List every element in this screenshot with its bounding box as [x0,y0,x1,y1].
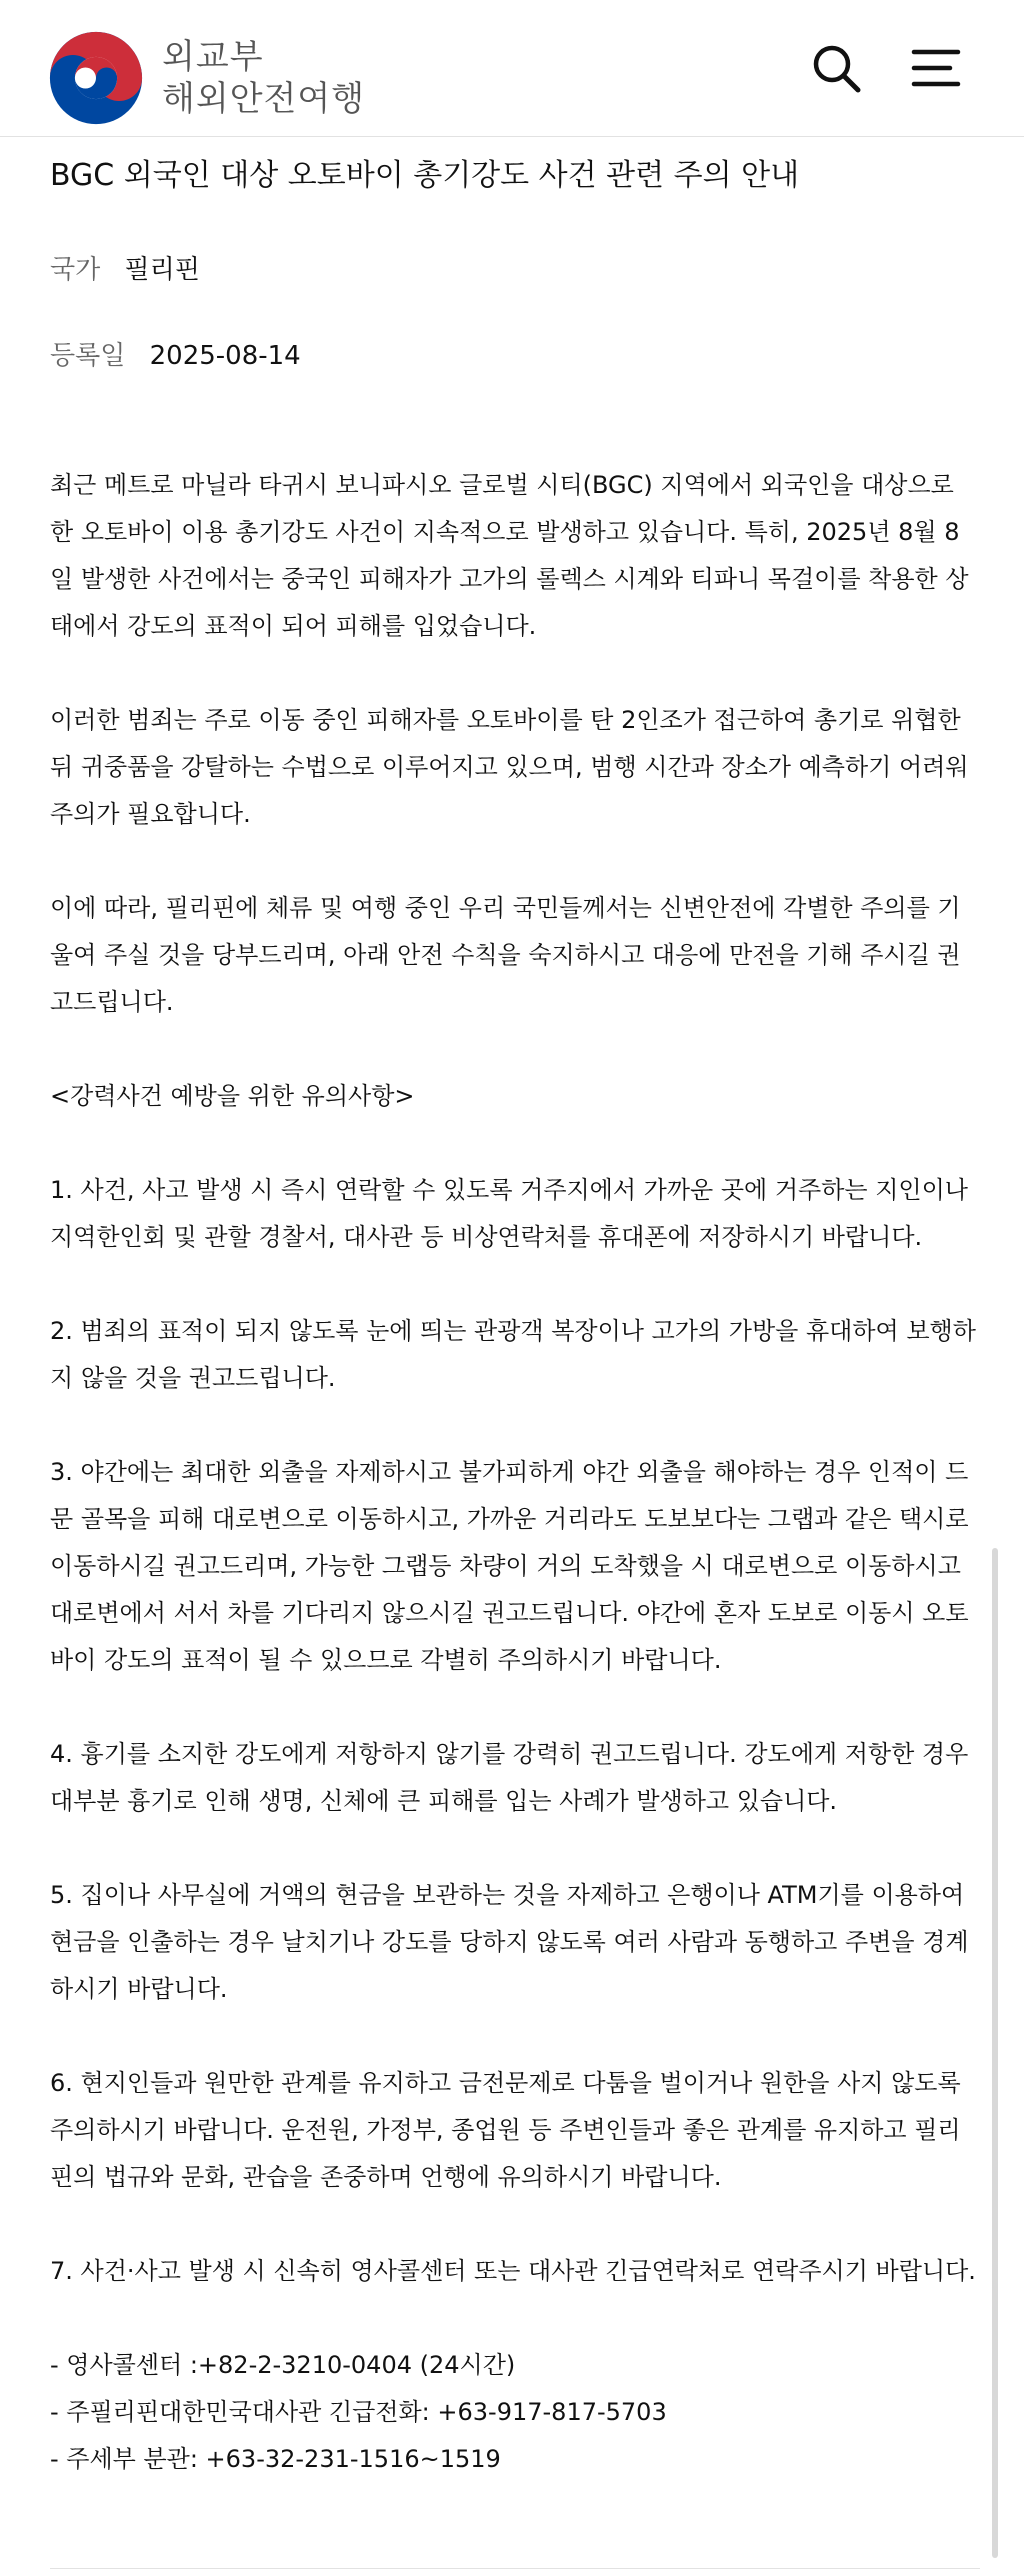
meta-country [50,252,200,288]
intro-paragraph: 최근 메트로 마닐라 타귀시 보니파시오 글로벌 시티(BGC) 지역에서 외국인을 대상으로 한 오토바이 이용 총기강도 사건이 지속적으로 발생하고 있습니다. 특히, 2025년 8월 8일 발생한 사건에서는 중국인 피해자가 고가의 롤렉스 시계와 티파니 목걸이를 착용한 상태에서 강도의 표적이 되어 피해를 입었습니다. [50,471,969,640]
date-label: 등록일 [50,341,126,371]
page-scrollbar[interactable] [992,1548,998,2558]
contact-list [50,2342,980,2483]
menu-button[interactable] [906,38,966,98]
search-icon [810,42,862,94]
logo-line-ministry: 외교부 [162,37,264,77]
guideline-item-5: 5. 집이나 사무실에 거액의 현금을 보관하는 것을 자제하고 은행이나 ATM기를 이용하여 현금을 인출하는 경우 날치기나 강도를 당하지 않도록 여러 사람과 동행하고 주변을 경계하시기 바랍니다. [50,1881,969,2003]
article-body [50,462,980,2483]
page-title: BGC 외국인 대상 오토바이 총기강도 사건 관련 주의 안내 [50,158,800,193]
logo-line-service: 해외안전여행 [162,79,366,119]
advice-paragraph: 이에 따라, 필리핀에 체류 및 여행 중인 우리 국민들께서는 신변안전에 각별한 주의를 기울여 주실 것을 당부드리며, 아래 안전 수칙을 숙지하시고 대응에 만전을 기해 주시길 권고드립니다. [50,894,961,1016]
guideline-item-6: 6. 현지인들과 원만한 관계를 유지하고 금전문제로 다툼을 벌이거나 원한을 사지 않도록 주의하시기 바랍니다. 운전원, 가정부, 종업원 등 주변인들과 좋은 관계를 유지하고 필리핀의 법규와 문화, 관습을 존중하며 언행에 유의하시기 바랍니다. [50,2069,961,2191]
guideline-item-1: 1. 사건, 사고 발생 시 즉시 연락할 수 있도록 거주지에서 가까운 곳에 거주하는 지인이나 지역한인회 및 관할 경찰서, 대사관 등 비상연락처를 휴대폰에 저장하시기 바랍니다. [50,1176,968,1251]
site-logo[interactable] [48,30,365,126]
method-paragraph: 이러한 범죄는 주로 이동 중인 피해자를 오토바이를 탄 2인조가 접근하여 총기로 위협한 뒤 귀중품을 강탈하는 수법으로 이루어지고 있으며, 범행 시간과 장소가 예측하기 어려워 주의가 필요합니다. [50,706,969,828]
guideline-item-2: 2. 범죄의 표적이 되지 않도록 눈에 띄는 관광객 복장이나 고가의 가방을 휴대하여 보행하지 않을 것을 권고드립니다. [50,1317,976,1392]
guideline-item-7: 7. 사건·사고 발생 시 신속히 영사콜센터 또는 대사관 긴급연락처로 연락주시기 바랍니다. [50,2257,976,2285]
contact-consular-call-center: - 영사콜센터 :+82-2-3210-0404 (24시간) [50,2351,516,2379]
taeguk-logo-icon [48,30,144,126]
date-value: 2025-08-14 [149,341,301,371]
country-value: 필리핀 [124,255,200,285]
contact-cebu-branch: - 주세부 분관: +63-32-231-1516~1519 [50,2445,501,2473]
site-header [0,0,1024,137]
logo-text [162,36,365,120]
bottom-divider [50,2568,980,2569]
guideline-item-4: 4. 흉기를 소지한 강도에게 저항하지 않기를 강력히 권고드립니다. 강도에게 저항한 경우 대부분 흉기로 인해 생명, 신체에 큰 피해를 입는 사례가 발생하고 있습니다. [50,1740,969,1815]
contact-embassy-emergency: - 주필리핀대한민국대사관 긴급전화: +63-917-817-5703 [50,2398,667,2426]
section-heading: <강력사건 예방을 위한 유의사항> [50,1082,415,1110]
hamburger-menu-icon [910,46,962,90]
country-label: 국가 [50,255,101,285]
guideline-item-3: 3. 야간에는 최대한 외출을 자제하시고 불가피하게 야간 외출을 해야하는 경우 인적이 드문 골목을 피해 대로변으로 이동하시고, 가까운 거리라도 도보보다는 그랩과 같은 택시로 이동하시길 권고드리며, 가능한 그랩등 차량이 거의 도착했을 시 대로변으로 이동하시고 대로변에서 서서 차를 기다리지 않으시길 권고드립니다. 야간에 혼자 도보로 이동시 오토바이 강도의 표적이 될 수 있으므로 각별히 주의하시기 바랍니다. [50,1458,969,1674]
meta-date [50,338,301,374]
search-button[interactable] [806,38,866,98]
